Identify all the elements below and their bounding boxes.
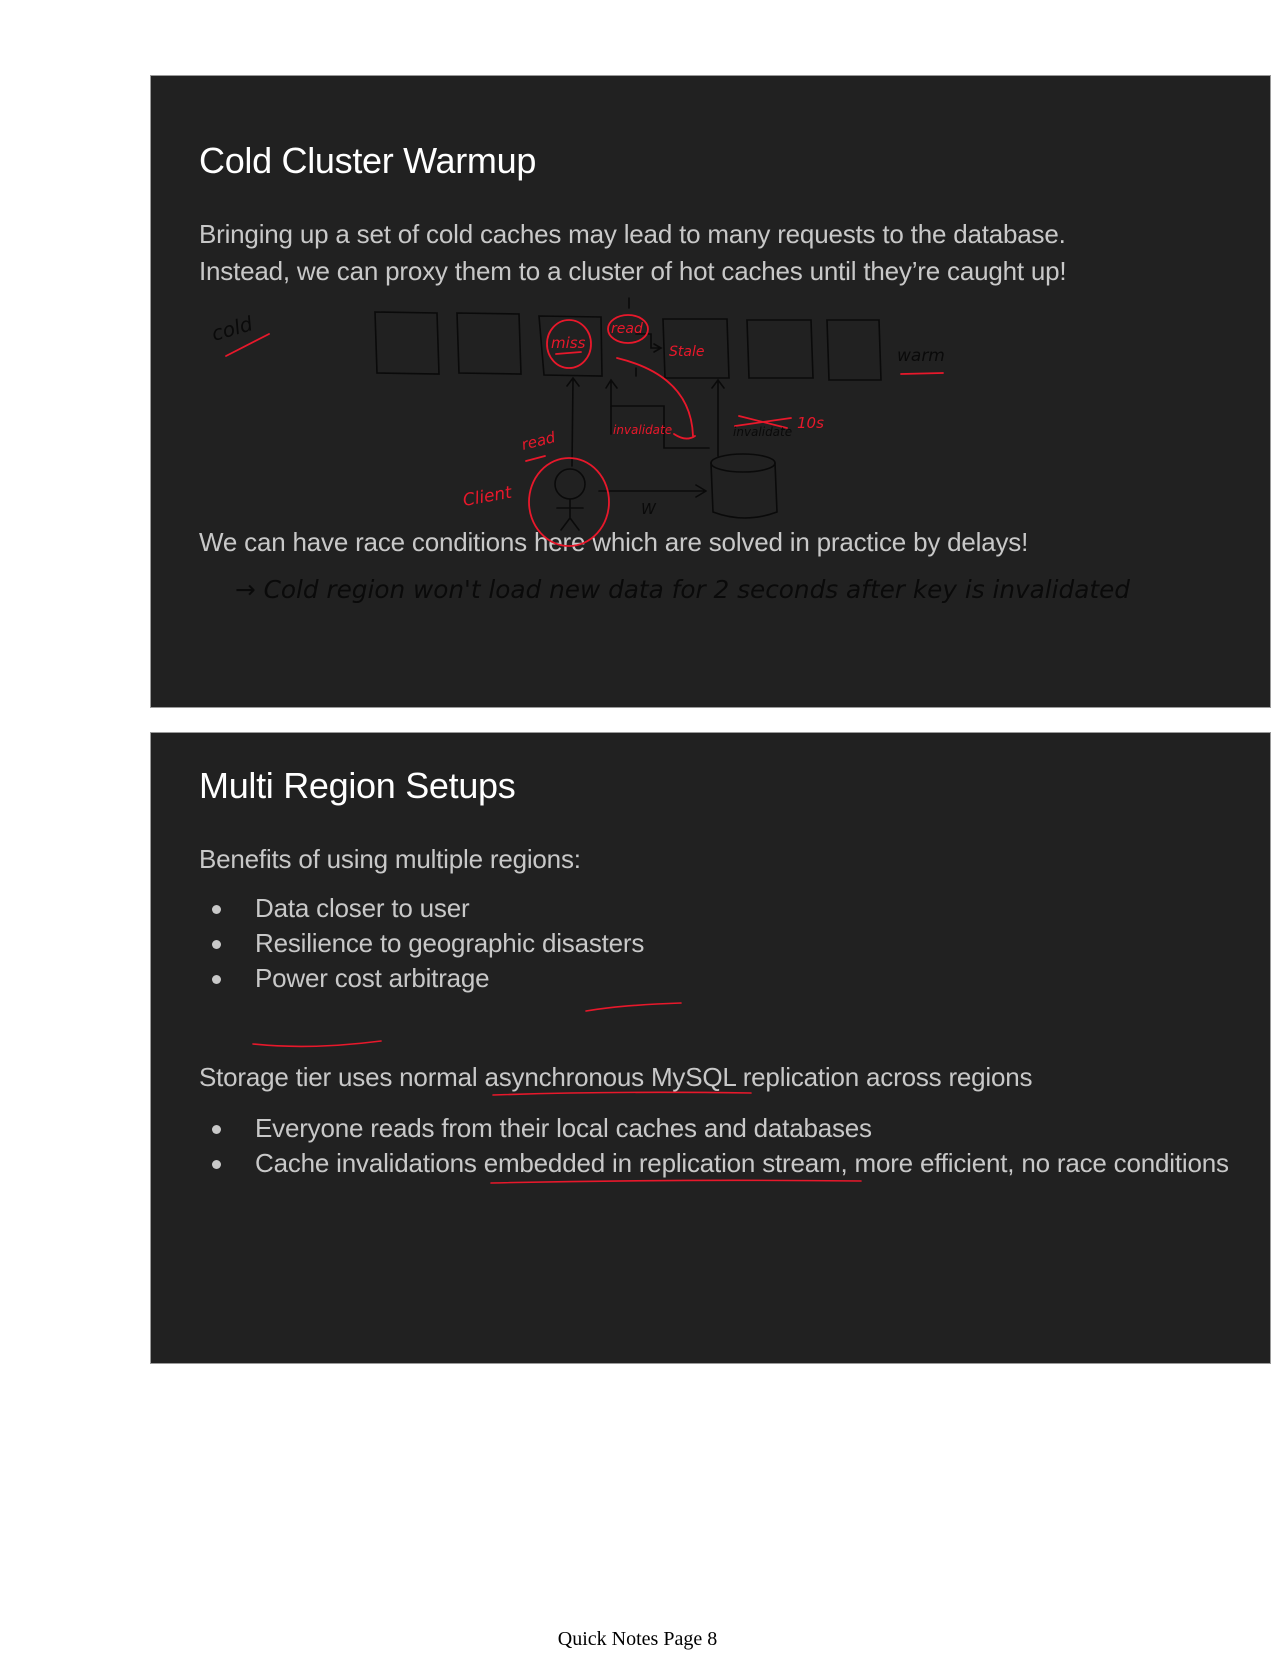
benefits-heading: Benefits of using multiple regions: [199,844,581,874]
slide-title: Cold Cluster Warmup [199,140,537,181]
read-top-label: read [611,321,643,337]
intro-line-2: Instead, we can proxy them to a cluster of hot caches until they’re caught up! [199,256,1067,286]
cache-box [375,312,439,374]
list-item: Cache invalidations embedded in replication stream, more efficient, no race conditions [199,1146,1235,1181]
database-icon [711,454,775,472]
cold-label: cold [208,311,256,346]
invalidate-label: invalidate [613,423,673,437]
bullet-icon [212,905,221,914]
client-figure-icon [555,469,585,499]
page-footer: Quick Notes Page 8 [557,1628,718,1650]
invalidate-crossed-label: invalidate [733,425,793,439]
intro-line-1: Bringing up a set of cold caches may lead to many requests to the database. [199,219,1066,249]
invalidate-strikeout [735,416,791,428]
bullet-icon [212,975,221,984]
bullet-icon [212,1160,221,1169]
cache-box-miss [539,316,602,376]
disasters-underline [586,1003,681,1011]
slide-multi-region-setups [150,732,1271,1364]
stale-label: Stale [669,344,705,360]
storage-tier-text: Storage tier uses normal asynchronous MySQL replication across regions [199,1062,1033,1092]
power-cost-underline [253,1041,381,1046]
warm-underline [901,373,943,374]
cache-boxes [375,312,881,380]
cache-box [827,320,881,380]
list-item: Everyone reads from their local caches and databases [199,1111,1235,1146]
slide-cold-cluster-warmup [150,75,1271,708]
red-underlines [151,733,1272,1365]
cache-box [747,320,813,378]
list-item: Power cost arbitrage [199,961,1235,996]
client-label: Client [461,482,514,511]
handwritten-note: → Cold region won't load new data for 2 seconds after key is invalidated [235,575,1131,604]
red-labels [209,311,945,518]
storage-points-list [199,1111,1235,1181]
benefits-list [199,891,1235,996]
slide-title: Multi Region Setups [199,765,516,806]
warm-label: warm [897,346,945,366]
cold-underline [226,334,269,356]
cache-box-stale [663,319,729,378]
list-item: Resilience to geographic disasters [199,926,1235,961]
client-and-db-lines [555,298,777,530]
bullet-icon [212,1125,221,1134]
bullet-icon [212,940,221,949]
write-label: W [641,500,656,518]
red-annotations [226,315,943,546]
miss-label: miss [551,334,586,352]
list-item: Data closer to user [199,891,1235,926]
race-conditions-text: We can have race conditions here which are solved in practice by delays! [199,527,1029,557]
cache-box [457,313,521,374]
read-client-label: read [519,428,558,454]
delay-label: 10s [797,414,824,432]
